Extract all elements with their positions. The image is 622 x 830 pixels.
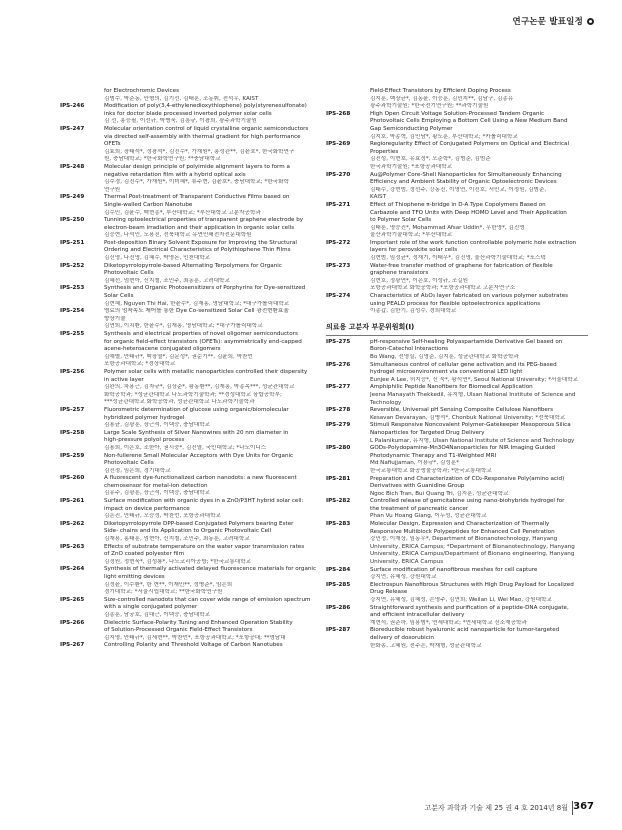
paper-title-line: hybridized polymer hydrogel xyxy=(104,414,185,421)
paper-author-line: 화학공학과; *성균관대학교 나노과학기술학과; **경성대학교 융합공학부; xyxy=(104,391,282,398)
paper-code: IPS-256 xyxy=(60,368,85,375)
paper-author-line: University, ERICA Campus xyxy=(370,559,444,566)
paper-entry xyxy=(60,308,316,331)
paper-code: IPS-268 xyxy=(326,110,351,117)
paper-title-line: Controlling Polarity and Threshold Voltage of Carbon Nanotubes xyxy=(104,642,283,649)
paper-author-line: 김종훈, 남궁호, 김대근, 이택승, 충남대학교 xyxy=(104,611,211,618)
paper-code: IPS-275 xyxy=(326,338,351,345)
paper-title-line: Synthesis of thermally activated delayed fluorescence materials for organic xyxy=(104,566,316,573)
paper-code: IPS-250 xyxy=(60,217,85,224)
paper-author-line: 김용균, 김광훈, 장근석, 이택승, 충남대학교 xyxy=(104,422,211,429)
paper-title-line: High Open Circuit Voltage Solution-Processed Tandem Organic xyxy=(370,110,545,117)
paper-title-line: Characteristics of Al₂O₃ layer fabricated on various polymer substrates xyxy=(370,293,569,300)
paper-author-line: 김지영, 안태규*, 김세현**, 박찬언*, 포항공과대학교; *포항공대; **영남대 xyxy=(104,634,286,641)
paper-author-line: 김현혜, Nguyen Thi Hai, 한윤수*, 김재홍, 영남대학교; *대구가톨릭대학교 xyxy=(104,300,290,307)
paper-title-line: 염료의 엄착속도 제어를 통한 Dye Co-sensitized Solar Cell 광전변환효율 xyxy=(104,308,289,315)
paper-author-line: L Palanikumar, 유지형, Ulsan National Institute of Science and Technology xyxy=(370,437,575,444)
paper-title-line: Polymer solar cells with metallic nanoparticles controlled their dispersity xyxy=(104,368,308,375)
paper-author-line: 포항공과대학교 화학공학과; *포항공과대학교 고분자연구소 xyxy=(370,285,516,292)
right-column-entries-top xyxy=(326,88,588,316)
paper-code: IPS-261 xyxy=(60,498,85,505)
paper-entry xyxy=(326,88,588,111)
paper-code: IPS-253 xyxy=(60,285,85,292)
paper-code: IPS-282 xyxy=(326,498,351,505)
paper-title-line: and efficient intracellular delivery xyxy=(370,612,465,619)
paper-code: IPS-267 xyxy=(60,642,85,649)
paper-title-line: hydrogel microenvironment via conventional LED light xyxy=(370,369,523,376)
paper-title-line: via directed self-assembly with thermal gradient for high performance xyxy=(104,133,301,140)
paper-entry xyxy=(60,453,316,476)
paper-author-line: 김지호, 박종혁, 김인남*, 황도훈, 부산대학교; *카톨릭대학교 xyxy=(370,133,518,140)
paper-entry xyxy=(60,475,316,498)
paper-title-line: electron-beam irradiation and their application in organic solar cells xyxy=(104,224,295,231)
paper-title-line: Properties xyxy=(370,148,399,155)
paper-title-line: chemosensor for metal-ion detection xyxy=(104,482,208,489)
paper-author-line: Technology xyxy=(370,399,402,406)
paper-author-line: 김신영, 나진영, 김혜수, 박영돈, 인천대학교 xyxy=(104,255,211,262)
header-title: 연구논문 발표일정 xyxy=(512,17,583,27)
paper-author-line: 한국과학기술원; *포항공과대학교 xyxy=(370,163,453,170)
paper-title-line: Large Scale Synthesis of Silver Nanowires with 20 nm diameter in xyxy=(104,429,289,436)
paper-title-line: GODs-Polydopamine-Mn3O4Nanoparticles for NIR Imaging Guided xyxy=(370,445,556,452)
paper-title-line: Molecular Design, Expression and Characterization of Thermally xyxy=(370,521,550,528)
paper-author-line: 김승현, 나석인, 노용진, 전북대학교 유연인쇄전자전문대학원 xyxy=(104,232,252,239)
paper-title-line: Effect of Thiophene π-bridge in D-A Type Copolymers Based on xyxy=(370,201,546,208)
paper-title-line: Synthesis and electrical properties of novel oligomer semiconductors xyxy=(104,331,298,337)
paper-author-line: Ngoc Bich Tran, Bui Quang Tri, 김지훈, 성균관대학교 xyxy=(370,490,509,497)
paper-title-line: Carbazole and TFO Units with Deep HOMO Level and Their Application xyxy=(370,209,567,216)
paper-title-line: Ordering and Electrical Characteristics of Polythiophene Thin Films xyxy=(104,247,291,254)
paper-entry xyxy=(60,498,316,521)
paper-title-line: Regioregularity Effect of Conjugated Polymers on Optical and Electrical xyxy=(370,141,570,148)
paper-title-line: for Electrochromic Devices xyxy=(104,88,179,94)
paper-code: IPS-279 xyxy=(326,422,351,429)
paper-title-line: Photodynamic Therapy and T1-Weighted MRI xyxy=(370,452,497,459)
paper-code: IPS-280 xyxy=(326,445,351,452)
paper-code: IPS-273 xyxy=(326,262,351,269)
paper-title-line: Side- chains and its Application to Organic Photovoltaic Cell xyxy=(104,528,272,535)
paper-code: IPS-254 xyxy=(60,308,85,315)
paper-title-line: Au@Polymer Core-Shell Nanoparticles for Simultaneously Enhancing xyxy=(370,171,562,178)
paper-author-line: 김효희, 장태석*, 정광석*, 김진수*, 가재원*, 홍성관**, 김윤호*, 한국화학연구 xyxy=(104,148,295,155)
paper-title-line: Important role of the work function controllable polymeric hole extraction xyxy=(370,239,577,246)
paper-title-line: Preparation and Characterization of CO₂-Responsive Poly(amino acid) xyxy=(370,475,565,482)
paper-author-line: 김정윤, 이수환*, 한 현**, 이재민**, 정병준*, 임은희 xyxy=(104,581,233,588)
paper-code: IPS-287 xyxy=(326,627,351,634)
paper-title-line: Post-deposition Binary Solvent Exposure for Improving the Structural xyxy=(104,239,297,246)
paper-code: IPS-281 xyxy=(326,475,351,482)
paper-author-line: 광주과학기술원; *한국전기연구원; **과학기술원 xyxy=(370,103,489,110)
paper-title-line: of Solution-Processed Organic Field-Effect Transistors xyxy=(104,627,253,634)
paper-title-line: Molecular design principle of polyimide alignment layers to form a xyxy=(104,163,290,170)
paper-author-line: Eunjee A Lee, 허지승*, 신 묵*, 황석연*, Seoul National University; *서울대학교 xyxy=(370,376,579,383)
paper-entry xyxy=(60,194,316,217)
paper-author-line: 김재용, 홍태훈, 엄현아, 신지철, 조민주, 최동훈, 고려대학교 xyxy=(104,536,250,543)
paper-title-line: pH-responsive Self-healing Polyaspartamide Derivative Gel based on xyxy=(370,338,563,345)
paper-entry xyxy=(60,521,316,544)
paper-title-line: Dielectric Surface-Polarity Tuning and Enhanced Operation Stability xyxy=(104,619,293,626)
section-divider xyxy=(326,335,588,336)
paper-code: IPS-257 xyxy=(60,406,85,413)
paper-title-line: Surface modification with organic dyes in a ZnO/P3HT hybrid solar cell: xyxy=(104,498,304,505)
section-title: 의료용 고분자 부문위원회(I) xyxy=(326,322,415,331)
paper-entry xyxy=(60,240,316,263)
paper-author-line: 김진성, 이현호, 유효정*, 오준학*, 김범준, 김범준 xyxy=(370,156,491,163)
paper-code: IPS-260 xyxy=(60,475,85,482)
paper-entry xyxy=(60,331,316,369)
paper-entry xyxy=(326,422,588,445)
paper-author-line: 김연희, 이치환, 한윤수*, 김재홍, 영남대학교; *대구가톨릭대학교 xyxy=(104,323,263,330)
page-header xyxy=(513,14,594,28)
paper-title-line: Surface modification of nanofibrous meshes for cell capture xyxy=(370,566,538,573)
paper-title-line: high-pressure polyol process xyxy=(104,437,185,444)
paper-title-line: Electrospun Nanofibrous Structures with High Drug Payload for Localized xyxy=(370,581,574,588)
paper-entry xyxy=(326,567,588,582)
paper-author-line: 김현호, 정광연*, 이은호, 이성규, 조길원 xyxy=(370,277,469,284)
paper-entry xyxy=(326,293,588,316)
paper-title-line: Efficiency and Ambient Stability of Organic Optoelectronic Devices xyxy=(370,179,557,186)
paper-code: IPS-247 xyxy=(60,125,85,132)
paper-code: IPS-262 xyxy=(60,520,85,527)
paper-author-line: 김완의, 차용근, 김자규*, 김상준*, 황동환**, 김재홍, 박종목***, 성균관대학교 xyxy=(104,384,295,391)
paper-author-line: University, ERICA Campus/Department of Bionano engineering, Hanyang xyxy=(370,551,575,558)
paper-title-line: the treatment of pancreatic cancer xyxy=(370,505,469,512)
paper-title-line: impact on device performance xyxy=(104,505,190,512)
paper-entry xyxy=(326,476,588,499)
paper-author-line: 이종갑, 김한기, 김성수, 경희대학교 xyxy=(370,308,457,315)
paper-title-line: Stimuli Responsive Noncovalent Polymer-Gatekeeper Mesoporous Silica xyxy=(370,422,571,429)
paper-entry xyxy=(326,339,588,362)
paper-code: IPS-265 xyxy=(60,596,85,603)
paper-entry xyxy=(60,407,316,430)
paper-author-line: 김현범, 임정균*, 정재기, 이태우*, 김진영, 울산과학기술대학교; *포스텍 xyxy=(370,255,546,262)
paper-code: IPS-276 xyxy=(326,361,351,368)
paper-author-line: Bo Wang, 전영실, 김영준, 김지훈, 성균관대학교 화학공학과 xyxy=(370,354,519,360)
paper-title-line: Amphiphilic Peptide Nanofibers for Biomedical Application xyxy=(370,384,533,391)
paper-title-line: Size-controlled nanodots that can cover wide range of emission spectrum xyxy=(104,596,311,603)
paper-author-line: 포항공과대학교; *경상대학교 xyxy=(104,361,176,368)
paper-title-line: Controlled release of gemcitabine using nano-biohybrids hydrogel for xyxy=(370,498,565,505)
paper-title-line: layers for perovskite solar cells xyxy=(370,247,458,254)
paper-title-line: in active layer xyxy=(104,376,144,383)
paper-author-line: 김진정, 임은희, 경기대학교 xyxy=(104,467,171,474)
paper-title-line: Synthesis and Organic Photosensitizers of Porphyrins for Dye-sensitized xyxy=(104,285,306,292)
paper-title-line: of ZnO coated polyester film xyxy=(104,551,185,558)
paper-author-line: 경기대학교; *서울시립대학교; **한국화학연구원 xyxy=(104,589,223,596)
paper-author-line: 김 선, 홍승필, 이선규, 박병욱, 김흥규, 이광희, 광주과학기술원 xyxy=(104,118,257,125)
paper-entry xyxy=(60,217,316,240)
paper-title-line: acene-heteroacene conjugated oligomers xyxy=(104,346,221,353)
paper-entry xyxy=(326,111,588,141)
paper-code: IPS-272 xyxy=(326,239,351,246)
paper-author-line: Jeena Manayath Thekkedil, 유지형, Ulsan National Institute of Science and xyxy=(370,391,576,398)
paper-title-line: to Polymer Solar Cells xyxy=(370,217,432,224)
paper-title-line: Effects of substrate temperature on the water vapor transmission rates xyxy=(104,543,305,550)
paper-title-line: Non-fullerene Small Molecular Acceptors with Dye Units for Organic xyxy=(104,452,294,459)
paper-title-line: A fluorescent dye-functionalized carbon nanodots: a new fluorescent xyxy=(104,475,297,482)
paper-title-line: Responsive Multiblock Polypeptides for Enhanced Cell Penetration xyxy=(370,528,555,535)
paper-author-line: Md Nafiujjaman, 이용규*, 김성훈* xyxy=(370,460,459,467)
paper-title-line: Drug Release xyxy=(370,589,408,596)
paper-entry xyxy=(60,263,316,286)
paper-title-line: for organic field-effect transistors (OFETs): asymmetrically end-capped xyxy=(104,338,302,345)
paper-author-line: Kesavan Devarayan, 김병석*, Chonbuk National University; *전북대학교 xyxy=(370,414,566,421)
paper-title-line: negative retardation film with a hybrid optical axis xyxy=(104,171,246,178)
paper-author-line: 김수경, 김진수*, 가재원*, 이미혜*, 류주현, 김윤호*, 충남대학교; *한국화학 xyxy=(104,179,289,186)
paper-author-line: 한국교통대학교 화공생물공학과; *한국교통대학교 xyxy=(370,467,492,474)
paper-title-line: Thermal Post-treatment of Transparent Conductive Films based on xyxy=(104,194,290,201)
paper-title-line: Water-free transfer method of graphene for fabrication of flexible xyxy=(370,262,553,269)
paper-entry xyxy=(326,605,588,628)
paper-code: IPS-249 xyxy=(60,194,85,201)
footer-journal-info: 고분자 과학과 기술 제 25 권 4 호 2014년 8월 xyxy=(424,804,568,812)
paper-code: IPS-278 xyxy=(326,407,351,414)
paper-code: IPS-248 xyxy=(60,163,85,170)
paper-title-line: Photovoltaic Cells xyxy=(104,270,154,277)
paper-author-line: KAIST xyxy=(370,194,387,201)
paper-title-line: light emitting devices xyxy=(104,574,165,580)
paper-title-line: Photovoltaic Cells xyxy=(104,460,154,467)
paper-entry xyxy=(60,597,316,620)
paper-title-line: Modification of poly(3,4-ethylenedioxythiophene) poly(styrenesulfonate) xyxy=(104,103,307,110)
paper-entry xyxy=(326,407,588,422)
paper-title-line: Fluorometric determination of glucose using organic/biomolecular xyxy=(104,406,289,413)
paper-title-line: Derivatives with Guanidine Group xyxy=(370,483,465,490)
paper-code: IPS-285 xyxy=(326,581,351,588)
paper-author-line: 강지연, 유혜성, 김혜성, 손영주, 김연희, Weilan Li, Wei Mao, 강원대학교 xyxy=(370,597,552,603)
paper-title-line: Reversible, Universal pH Sensing Composite Cellulose Nanofibers xyxy=(370,407,554,414)
paper-author-line: 계현석, 권준하, 임용범*, 연세대학교; *연세대학교 신소재공학과 xyxy=(370,619,527,626)
paper-code: IPS-251 xyxy=(60,239,85,246)
paper-entry xyxy=(60,369,316,407)
paper-entry xyxy=(60,164,316,194)
paper-title-line: Diketopyrrolopyrrole DPP-based Conjugated Polymers bearing Ester xyxy=(104,520,294,527)
paper-entry xyxy=(60,544,316,567)
paper-title-line: Single-walled Carbon Nanotube xyxy=(104,201,193,208)
paper-author-line: 김태훈, 명승진*, Mohammad Afsar Uddin*, 우한영*, 김진영 xyxy=(370,224,525,231)
paper-title-line: Diketopyrrolopyrrole-based Alternating Terpolymers for Organic xyxy=(104,262,282,269)
paper-entry xyxy=(326,141,588,171)
paper-entry xyxy=(60,126,316,164)
paper-code: IPS-258 xyxy=(60,429,85,436)
paper-entry xyxy=(326,498,588,521)
paper-code: IPS-283 xyxy=(326,521,351,528)
paper-title-line: Solar Cells xyxy=(104,293,134,300)
paper-author-line: 김태수, 강현범, 정선주, 강동진, 이영연, 이진호, 서민교, 이정원, 김범준, xyxy=(370,186,547,193)
paper-code: IPS-264 xyxy=(60,566,85,573)
paper-title-line: Straightforward synthesis and purification of a peptide-DNA conjugate, xyxy=(370,604,569,611)
paper-title-line: graphene transistors xyxy=(370,270,429,277)
paper-entry xyxy=(326,240,588,263)
paper-title-line: Tunning optoelectrical properties of transparent graphene electrode by xyxy=(104,217,304,224)
paper-title-line: Gap Semiconducting Polymer xyxy=(370,125,453,132)
paper-entry xyxy=(326,384,588,407)
paper-title-line: 향상기술 xyxy=(104,315,126,322)
paper-entry xyxy=(326,172,588,202)
paper-title-line: Boron-Catechol Interactions xyxy=(370,346,449,353)
paper-author-line: 원, 충남대학교; *한국화학연구원; **충남대학교 xyxy=(104,156,221,163)
paper-title-line: Photovoltaic Cells Employing a Bottom Cell Using a New Medium Band xyxy=(370,118,568,125)
paper-code: IPS-274 xyxy=(326,293,351,300)
paper-author-line: 김유주, 김광훈, 장근석, 이택승, 충남대학교 xyxy=(104,490,211,497)
paper-title-line: inks for doctor blade processed inverted polymer solar cells xyxy=(104,110,272,117)
paper-entry xyxy=(326,521,588,567)
paper-author-line: 김지훈, 백장균*, 김동윤, 이승훈, 김민지**, 김남구, 김종유 xyxy=(370,95,514,102)
paper-author-line: 김범수, 박준동, 안형의, 김기선, 김태훈, 조동휘, 전석우, KAIST xyxy=(104,95,259,102)
paper-author-line: University, ERICA Campus; *Department of Bionanotechnology, Hanyang xyxy=(370,543,575,550)
right-column xyxy=(326,88,588,650)
paper-entry xyxy=(326,202,588,240)
paper-author-line: 한화송, 고혜원, 전주은, 박재형, 성균관대학교 xyxy=(370,642,482,649)
paper-entry xyxy=(60,430,316,453)
paper-title-line: with a single conjugated polymer xyxy=(104,604,198,611)
paper-entry xyxy=(60,103,316,126)
paper-author-line: 울산과학기술대학교; *부산대학교 xyxy=(370,232,453,239)
paper-entry xyxy=(60,88,316,103)
paper-entry xyxy=(60,642,316,650)
paper-code: IPS-270 xyxy=(326,171,351,178)
paper-author-line: 김수민, 김윤수, 백현종*, 부산대학교; *부산대학교 고분자공학과 xyxy=(104,209,261,216)
paper-title-line: delivery of doxorubicin xyxy=(370,634,434,641)
paper-code: IPS-269 xyxy=(326,141,351,148)
paper-title-line: using PEALD process for flexible optoelectronics applications xyxy=(370,300,541,307)
paper-author-line: 김정원, 정현욱*, 김성룡*, 나노코리아공방; *한국교통대학교 xyxy=(104,558,252,565)
page-number: 367 xyxy=(573,801,594,812)
circle-bullet-icon xyxy=(587,18,594,25)
paper-author-line: 김혜선, 엄현아, 신지철, 조민주, 최동훈, 고려대학교 xyxy=(104,277,230,284)
paper-author-line: 강민정, 이재상, 임동우*, Department of Bionanotechnology, Hanyang xyxy=(370,536,558,543)
paper-author-line: 김용희, 이은호, 조한아, 권시중*, 김진열, 국민대학교; *나노이니스 xyxy=(104,444,267,451)
paper-entry xyxy=(326,263,588,293)
paper-entry xyxy=(60,285,316,308)
paper-code: IPS-286 xyxy=(326,604,351,611)
right-column-entries-bottom xyxy=(326,339,588,650)
page-footer xyxy=(0,800,622,816)
paper-code: IPS-246 xyxy=(60,103,85,110)
paper-author-line: 김은진, 안태규, 오승정, 박찬언, 포항공과대학교 xyxy=(104,513,221,520)
paper-code: IPS-259 xyxy=(60,452,85,459)
left-column xyxy=(60,88,316,650)
paper-code: IPS-277 xyxy=(326,384,351,391)
paper-title-line: Bioreducible robust hyaluronic acid nanoparticle for tumor-targeted xyxy=(370,627,560,634)
paper-code: IPS-271 xyxy=(326,201,351,208)
paper-code: IPS-255 xyxy=(60,331,85,337)
paper-title-line: Simultaneous control of cellular gene activation and its PEG-based xyxy=(370,361,557,368)
paper-author-line: 연구원 xyxy=(104,186,121,193)
paper-entry xyxy=(326,627,588,650)
paper-title-line: OFETs xyxy=(104,141,121,148)
paper-code: IPS-252 xyxy=(60,262,85,269)
paper-code: IPS-263 xyxy=(60,543,85,550)
paper-author-line: ***성균관대학교 화학공학과, 성균관대학교 나노과학기술학과 xyxy=(104,399,255,406)
paper-code: IPS-284 xyxy=(326,566,351,573)
paper-author-line: Phan Vu Hoang Giang, 이두성, 성균관대학교 xyxy=(370,513,487,520)
paper-entry xyxy=(60,620,316,643)
paper-entry xyxy=(60,566,316,596)
paper-entry xyxy=(326,582,588,605)
paper-title-line: Molecular orientation control of liquid crystalline organic semiconductors xyxy=(104,125,309,132)
paper-title-line: Nanoparticles for Targeted Drug Delivery xyxy=(370,429,485,436)
paper-entry xyxy=(326,362,588,385)
paper-author-line: 강지연, 유혜성, 강원대학교 xyxy=(370,574,437,581)
paper-title-line: Field-Effect Transistors by Efficient Doping Process xyxy=(370,88,511,94)
paper-author-line: 김예별, 안태규*, 백장열*, 김문성*, 권순기**, 김윤희, 박찬언 xyxy=(104,353,253,360)
paper-code: IPS-266 xyxy=(60,619,85,626)
paper-entry xyxy=(326,445,588,475)
